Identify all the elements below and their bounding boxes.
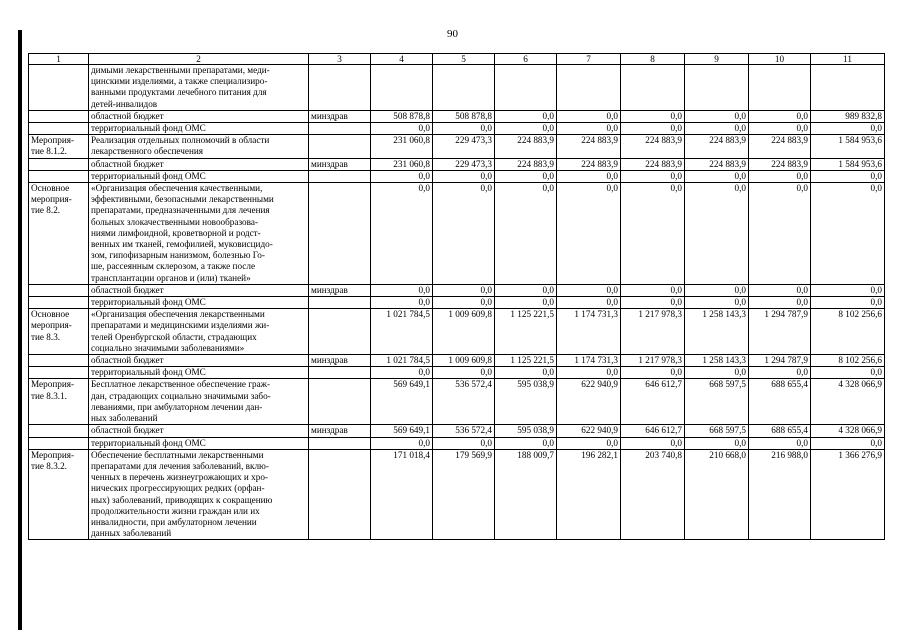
amount-cell: 0,0 bbox=[621, 284, 685, 296]
amount-cell: 0,0 bbox=[557, 437, 621, 449]
activity-description: областной бюджет bbox=[89, 425, 309, 437]
amount-cell: 0,0 bbox=[749, 123, 811, 135]
activity-description: Обеспечение бесплатными лекарственными препаратами для лечения заболеваний, вклю- ченных в перечень жизнеугрожающих и хро- нических прогрессирующих редких (орфан- ных) заболеваний, приводящих к сокращению продолжительности жизни граждан или их инвалидности, при амбулаторном лечении данных заболеваний bbox=[89, 449, 309, 540]
activity-code: Мероприя- тие 8.1.2. bbox=[29, 135, 89, 158]
amount-cell: 224 883,9 bbox=[621, 158, 685, 170]
amount-cell: 0,0 bbox=[749, 297, 811, 309]
column-header: 9 bbox=[685, 54, 749, 65]
table-row bbox=[29, 284, 885, 296]
activity-description: территориальный фонд ОМС bbox=[89, 123, 309, 135]
activity-description: территориальный фонд ОМС bbox=[89, 297, 309, 309]
activity-description: областной бюджет bbox=[89, 355, 309, 367]
table-row bbox=[29, 183, 885, 285]
table-row bbox=[29, 135, 885, 158]
amount-cell: 0,0 bbox=[685, 297, 749, 309]
amount-cell: 0,0 bbox=[621, 297, 685, 309]
amount-cell: 646 612,7 bbox=[621, 425, 685, 437]
amount-cell: 0,0 bbox=[557, 110, 621, 122]
activity-code bbox=[29, 284, 89, 296]
amount-cell: 668 597,5 bbox=[685, 379, 749, 425]
amount-cell: 4 328 066,9 bbox=[811, 379, 885, 425]
amount-cell: 569 649,1 bbox=[371, 425, 433, 437]
amount-cell: 0,0 bbox=[811, 170, 885, 182]
amount-cell: 0,0 bbox=[811, 367, 885, 379]
amount-cell: 0,0 bbox=[371, 123, 433, 135]
activity-code: Основное мероприя- тие 8.2. bbox=[29, 183, 89, 285]
amount-cell: 1 584 953,6 bbox=[811, 135, 885, 158]
amount-cell: 0,0 bbox=[495, 297, 557, 309]
activity-code bbox=[29, 425, 89, 437]
amount-cell: 0,0 bbox=[749, 437, 811, 449]
amount-cell bbox=[621, 65, 685, 111]
amount-cell: 536 572,4 bbox=[433, 379, 495, 425]
amount-cell: 1 366 276,9 bbox=[811, 449, 885, 540]
table-row bbox=[29, 158, 885, 170]
amount-cell: 1 294 787,9 bbox=[749, 355, 811, 367]
amount-cell: 1 021 784,5 bbox=[371, 309, 433, 355]
table-row bbox=[29, 379, 885, 425]
amount-cell: 1 125 221,5 bbox=[495, 309, 557, 355]
table-row bbox=[29, 355, 885, 367]
table-row bbox=[29, 309, 885, 355]
amount-cell: 0,0 bbox=[621, 183, 685, 285]
amount-cell: 0,0 bbox=[557, 297, 621, 309]
amount-cell: 0,0 bbox=[495, 367, 557, 379]
amount-cell: 595 038,9 bbox=[495, 425, 557, 437]
executor bbox=[309, 170, 371, 182]
executor bbox=[309, 379, 371, 425]
table-row bbox=[29, 65, 885, 111]
column-header: 3 bbox=[309, 54, 371, 65]
amount-cell bbox=[371, 65, 433, 111]
amount-cell: 1 021 784,5 bbox=[371, 355, 433, 367]
amount-cell: 1 258 143,3 bbox=[685, 355, 749, 367]
amount-cell: 0,0 bbox=[811, 123, 885, 135]
executor bbox=[309, 297, 371, 309]
amount-cell: 0,0 bbox=[749, 367, 811, 379]
amount-cell: 0,0 bbox=[749, 170, 811, 182]
amount-cell: 229 473,3 bbox=[433, 135, 495, 158]
table-row bbox=[29, 170, 885, 182]
activity-description: территориальный фонд ОМС bbox=[89, 437, 309, 449]
amount-cell: 0,0 bbox=[621, 170, 685, 182]
table-row bbox=[29, 437, 885, 449]
amount-cell: 0,0 bbox=[371, 437, 433, 449]
column-header: 1 bbox=[29, 54, 89, 65]
program-table bbox=[28, 53, 885, 540]
activity-description: Бесплатное лекарственное обеспечение граж- дан, страдающих социально значимыми забо- леваниями, при амбулаторном лечении дан- ных заболеваний bbox=[89, 379, 309, 425]
executor bbox=[309, 183, 371, 285]
amount-cell: 508 878,8 bbox=[433, 110, 495, 122]
activity-description: областной бюджет bbox=[89, 110, 309, 122]
amount-cell: 1 125 221,5 bbox=[495, 355, 557, 367]
amount-cell: 688 655,4 bbox=[749, 379, 811, 425]
amount-cell: 0,0 bbox=[749, 284, 811, 296]
amount-cell: 231 060,8 bbox=[371, 135, 433, 158]
activity-code bbox=[29, 355, 89, 367]
activity-description: «Организация обеспечения качественными, эффективными, безопасными лекарственными препаратами, предназначенными для лечения больных злокачественными новообразова- ниями лимфоидной, кроветворной и родст- венных им тканей, гемофилией, муковисцидо- зом, гипофизарным нанизмом, болезнью Го- ше, рассеянным склерозом, а также после трансплантации органов и (или) тканей» bbox=[89, 183, 309, 285]
amount-cell: 210 668,0 bbox=[685, 449, 749, 540]
column-header: 6 bbox=[495, 54, 557, 65]
amount-cell: 0,0 bbox=[495, 123, 557, 135]
amount-cell: 0,0 bbox=[811, 437, 885, 449]
amount-cell: 0,0 bbox=[685, 284, 749, 296]
amount-cell: 0,0 bbox=[433, 284, 495, 296]
amount-cell bbox=[685, 65, 749, 111]
activity-code bbox=[29, 158, 89, 170]
page-number: 90 bbox=[447, 28, 458, 40]
amount-cell: 0,0 bbox=[685, 110, 749, 122]
amount-cell: 224 883,9 bbox=[495, 135, 557, 158]
amount-cell: 0,0 bbox=[433, 123, 495, 135]
executor: минздрав bbox=[309, 425, 371, 437]
activity-code: Мероприя- тие 8.3.2. bbox=[29, 449, 89, 540]
amount-cell bbox=[495, 65, 557, 111]
amount-cell: 0,0 bbox=[685, 123, 749, 135]
table-row bbox=[29, 123, 885, 135]
amount-cell: 0,0 bbox=[621, 437, 685, 449]
amount-cell: 224 883,9 bbox=[557, 158, 621, 170]
amount-cell: 8 102 256,6 bbox=[811, 355, 885, 367]
amount-cell: 179 569,9 bbox=[433, 449, 495, 540]
amount-cell: 196 282,1 bbox=[557, 449, 621, 540]
activity-code bbox=[29, 367, 89, 379]
amount-cell: 536 572,4 bbox=[433, 425, 495, 437]
executor: минздрав bbox=[309, 158, 371, 170]
column-header: 2 bbox=[89, 54, 309, 65]
amount-cell: 224 883,9 bbox=[621, 135, 685, 158]
table-row bbox=[29, 367, 885, 379]
executor bbox=[309, 123, 371, 135]
amount-cell: 0,0 bbox=[371, 367, 433, 379]
activity-description: территориальный фонд ОМС bbox=[89, 367, 309, 379]
amount-cell: 0,0 bbox=[433, 183, 495, 285]
amount-cell: 0,0 bbox=[811, 284, 885, 296]
amount-cell: 224 883,9 bbox=[685, 135, 749, 158]
amount-cell: 622 940,9 bbox=[557, 379, 621, 425]
amount-cell: 171 018,4 bbox=[371, 449, 433, 540]
amount-cell: 0,0 bbox=[621, 367, 685, 379]
activity-description: Реализация отдельных полномочий в области лекарственного обеспечения bbox=[89, 135, 309, 158]
amount-cell: 688 655,4 bbox=[749, 425, 811, 437]
activity-description: областной бюджет bbox=[89, 158, 309, 170]
table-row bbox=[29, 297, 885, 309]
executor bbox=[309, 309, 371, 355]
amount-cell: 0,0 bbox=[749, 183, 811, 285]
activity-code bbox=[29, 110, 89, 122]
column-header: 4 bbox=[371, 54, 433, 65]
executor bbox=[309, 437, 371, 449]
amount-cell bbox=[433, 65, 495, 111]
executor bbox=[309, 65, 371, 111]
amount-cell: 0,0 bbox=[433, 170, 495, 182]
amount-cell: 0,0 bbox=[557, 367, 621, 379]
table-row bbox=[29, 449, 885, 540]
activity-code bbox=[29, 297, 89, 309]
activity-code bbox=[29, 65, 89, 111]
activity-code: Мероприя- тие 8.3.1. bbox=[29, 379, 89, 425]
amount-cell: 0,0 bbox=[557, 183, 621, 285]
amount-cell: 224 883,9 bbox=[749, 158, 811, 170]
activity-code: Основное мероприя- тие 8.3. bbox=[29, 309, 89, 355]
amount-cell: 8 102 256,6 bbox=[811, 309, 885, 355]
amount-cell: 622 940,9 bbox=[557, 425, 621, 437]
amount-cell: 1 217 978,3 bbox=[621, 309, 685, 355]
activity-code bbox=[29, 437, 89, 449]
header-row bbox=[29, 54, 885, 65]
amount-cell: 668 597,5 bbox=[685, 425, 749, 437]
activity-description: территориальный фонд ОМС bbox=[89, 170, 309, 182]
amount-cell: 595 038,9 bbox=[495, 379, 557, 425]
column-header: 7 bbox=[557, 54, 621, 65]
amount-cell: 224 883,9 bbox=[685, 158, 749, 170]
amount-cell: 1 009 609,8 bbox=[433, 309, 495, 355]
amount-cell: 0,0 bbox=[495, 284, 557, 296]
amount-cell: 224 883,9 bbox=[557, 135, 621, 158]
amount-cell bbox=[749, 65, 811, 111]
amount-cell: 0,0 bbox=[621, 123, 685, 135]
amount-cell: 646 612,7 bbox=[621, 379, 685, 425]
amount-cell: 1 294 787,9 bbox=[749, 309, 811, 355]
amount-cell: 0,0 bbox=[433, 437, 495, 449]
amount-cell: 1 217 978,3 bbox=[621, 355, 685, 367]
amount-cell: 0,0 bbox=[495, 437, 557, 449]
table-row bbox=[29, 110, 885, 122]
amount-cell: 1 174 731,3 bbox=[557, 309, 621, 355]
binding-edge bbox=[18, 30, 22, 630]
amount-cell bbox=[557, 65, 621, 111]
amount-cell: 1 258 143,3 bbox=[685, 309, 749, 355]
column-header: 11 bbox=[811, 54, 885, 65]
amount-cell: 224 883,9 bbox=[495, 158, 557, 170]
amount-cell: 0,0 bbox=[557, 123, 621, 135]
amount-cell: 224 883,9 bbox=[749, 135, 811, 158]
amount-cell: 231 060,8 bbox=[371, 158, 433, 170]
amount-cell: 0,0 bbox=[557, 170, 621, 182]
amount-cell: 0,0 bbox=[433, 367, 495, 379]
executor: минздрав bbox=[309, 355, 371, 367]
table-row bbox=[29, 425, 885, 437]
amount-cell: 989 832,8 bbox=[811, 110, 885, 122]
amount-cell: 229 473,3 bbox=[433, 158, 495, 170]
amount-cell: 0,0 bbox=[685, 437, 749, 449]
amount-cell: 0,0 bbox=[495, 183, 557, 285]
executor: минздрав bbox=[309, 284, 371, 296]
amount-cell: 0,0 bbox=[811, 297, 885, 309]
amount-cell: 0,0 bbox=[621, 110, 685, 122]
amount-cell: 0,0 bbox=[495, 110, 557, 122]
executor: минздрав bbox=[309, 110, 371, 122]
activity-description: димыми лекарственными препаратами, меди- цинскими изделиями, а также специализиро- ванными продуктами лечебного питания для детей-инвалидов bbox=[89, 65, 309, 111]
amount-cell: 0,0 bbox=[685, 170, 749, 182]
amount-cell: 0,0 bbox=[495, 170, 557, 182]
amount-cell: 216 988,0 bbox=[749, 449, 811, 540]
amount-cell: 0,0 bbox=[749, 110, 811, 122]
column-header: 8 bbox=[621, 54, 685, 65]
amount-cell bbox=[811, 65, 885, 111]
activity-description: «Организация обеспечения лекарственными препаратами и медицинскими изделиями жи- телей Оренбургской области, страдающих социально значимыми заболеваниями» bbox=[89, 309, 309, 355]
amount-cell: 0,0 bbox=[557, 284, 621, 296]
amount-cell: 0,0 bbox=[371, 170, 433, 182]
amount-cell: 0,0 bbox=[685, 367, 749, 379]
amount-cell: 0,0 bbox=[371, 183, 433, 285]
amount-cell: 508 878,8 bbox=[371, 110, 433, 122]
executor bbox=[309, 449, 371, 540]
activity-description: областной бюджет bbox=[89, 284, 309, 296]
executor bbox=[309, 135, 371, 158]
activity-code bbox=[29, 170, 89, 182]
amount-cell: 203 740,8 bbox=[621, 449, 685, 540]
amount-cell: 569 649,1 bbox=[371, 379, 433, 425]
column-header: 10 bbox=[749, 54, 811, 65]
amount-cell: 0,0 bbox=[371, 297, 433, 309]
activity-code bbox=[29, 123, 89, 135]
amount-cell: 4 328 066,9 bbox=[811, 425, 885, 437]
amount-cell: 188 009,7 bbox=[495, 449, 557, 540]
amount-cell: 1 009 609,8 bbox=[433, 355, 495, 367]
amount-cell: 0,0 bbox=[685, 183, 749, 285]
amount-cell: 1 174 731,3 bbox=[557, 355, 621, 367]
executor bbox=[309, 367, 371, 379]
amount-cell: 0,0 bbox=[811, 183, 885, 285]
column-header: 5 bbox=[433, 54, 495, 65]
amount-cell: 1 584 953,6 bbox=[811, 158, 885, 170]
amount-cell: 0,0 bbox=[371, 284, 433, 296]
amount-cell: 0,0 bbox=[433, 297, 495, 309]
